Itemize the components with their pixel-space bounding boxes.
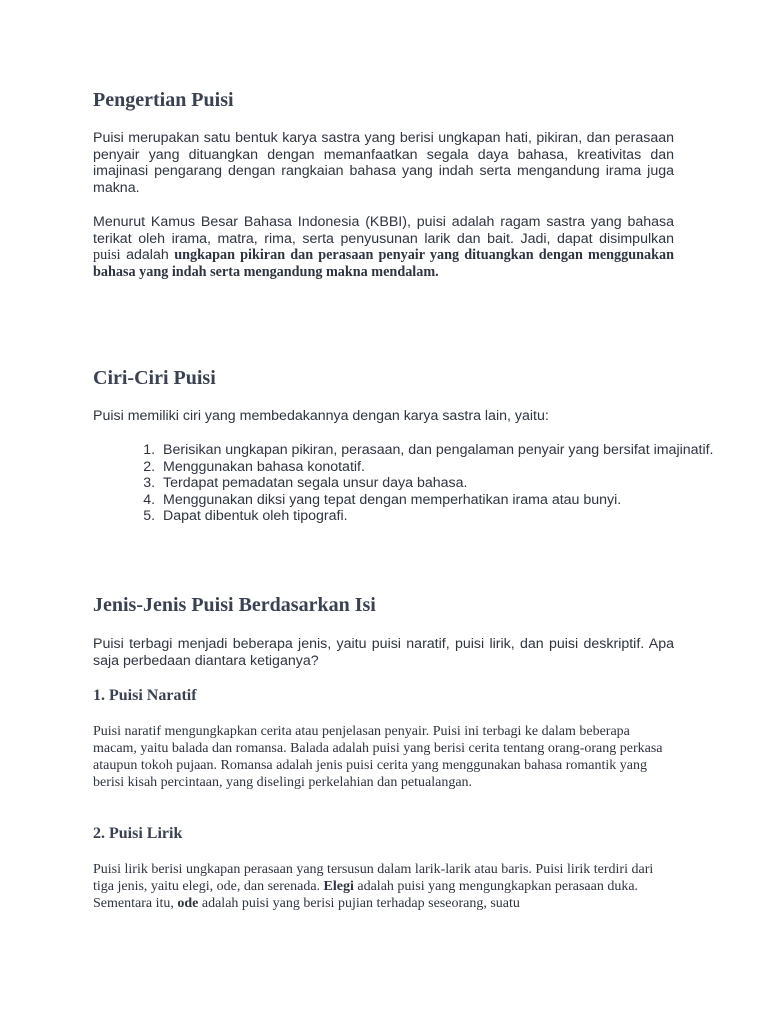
p2-term-puisi: puisi [93, 247, 121, 264]
list-item: 3. Terdapat pemadatan segala unsur daya bahasa. [159, 475, 740, 492]
lirik-text-3: adalah puisi yang berisi pujian terhadap seseorang, suatu [198, 896, 520, 911]
heading-puisi-lirik: 2. Puisi Lirik [93, 825, 183, 842]
p2-definition-bold: ungkapan pikiran dan perasaan penyair yang dituangkan dengan menggunakan bahasa yang indah serta mengandung makna mendalam. [93, 247, 674, 280]
paragraph-pengertian-1: Puisi merupakan satu bentuk karya sastra yang berisi ungkapan hati, pikiran, dan perasaan penyair yang dituangkan dengan memanfaatkan segala daya bahasa, kreativitas dan imajinasi pengarang dengan rangkaian bahasa yang indah serta mengandung irama juga makna. [93, 130, 674, 196]
paragraph-pengertian-2 [93, 214, 674, 280]
heading-puisi-naratif: 1. Puisi Naratif [93, 687, 197, 704]
list-item: 2. Menggunakan bahasa konotatif. [159, 459, 740, 476]
list-item: 1. Berisikan ungkapan pikiran, perasaan, dan pengalaman penyair yang bersifat imajinatif. [159, 442, 740, 459]
list-item: 4. Menggunakan diksi yang tepat dengan memperhatikan irama atau bunyi. [159, 492, 740, 509]
heading-jenis-jenis-puisi: Jenis-Jenis Puisi Berdasarkan Isi [93, 594, 376, 616]
paragraph-puisi-naratif: Puisi naratif mengungkapkan cerita atau penjelasan penyair. Puisi ini terbagi ke dalam beberapa macam, yaitu balada dan romansa. Balada adalah puisi yang berisi cerita tentang orang-orang perkasa ataupun tokoh pujaan. Romansa adalah jenis puisi cerita yang menggunakan bahasa romantik yang berisi kisah percintaan, yang diselingi perkelahian dan petualangan. [93, 724, 663, 790]
paragraph-puisi-lirik [93, 861, 674, 912]
lirik-text-1: Puisi lirik berisi ungkapan perasaan yang tersusun dalam larik-larik atau baris. Puisi lirik terdiri dari tiga jenis, yaitu elegi, ode, dan serenada. [93, 862, 654, 894]
lirik-text-2: adalah puisi yang mengungkapkan perasaan duka. Sementara itu, [93, 879, 639, 911]
ciri-list [93, 442, 740, 525]
paragraph-jenis-intro: Puisi terbagi menjadi beberapa jenis, yaitu puisi naratif, puisi lirik, dan puisi deskriptif. Apa saja perbedaan diantara ketiganya? [93, 636, 674, 669]
term-ode: ode [177, 896, 199, 911]
list-item: 5. Dapat dibentuk oleh tipografi. [159, 508, 740, 525]
heading-pengertian-puisi: Pengertian Puisi [93, 89, 234, 111]
p2-text-c: adalah [120, 247, 175, 264]
p2-text-a: Menurut Kamus Besar Bahasa Indonesia (KBBI), puisi adalah ragam sastra yang bahasa terikat oleh irama, matra, rima, serta penyusunan larik dan bait. Jadi, dapat disimpulkan [93, 214, 674, 247]
term-elegi: Elegi [323, 879, 354, 894]
paragraph-ciri-intro: Puisi memiliki ciri yang membedakannya dengan karya sastra lain, yaitu: [93, 408, 549, 424]
heading-ciri-ciri-puisi: Ciri-Ciri Puisi [93, 367, 216, 389]
